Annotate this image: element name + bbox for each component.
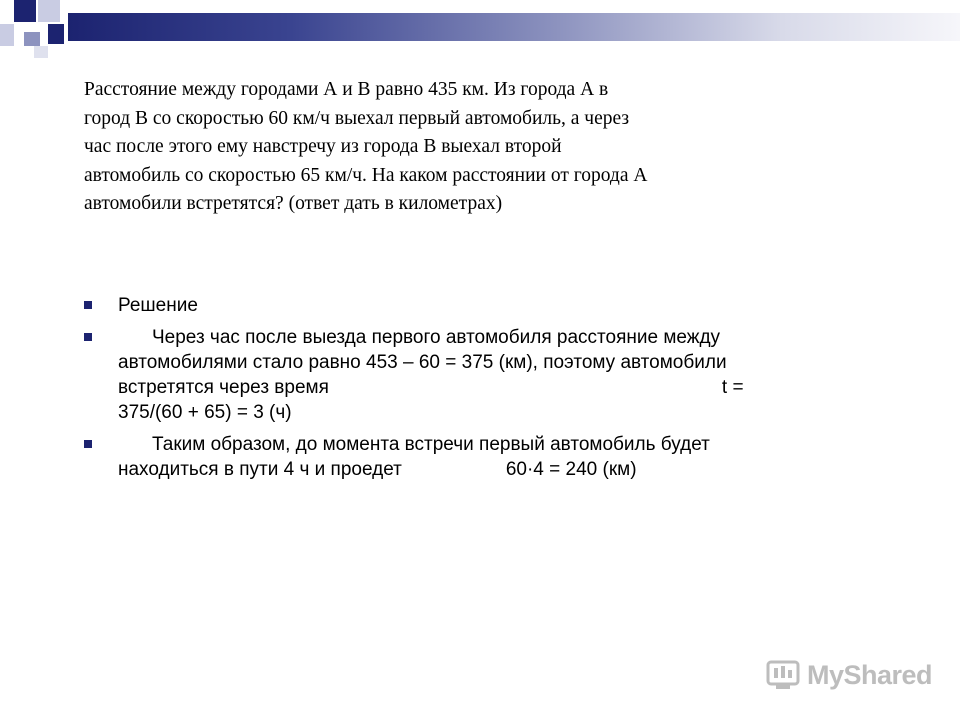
problem-line: город В со скоростью 60 км/ч выехал первый автомобиль, а через (84, 107, 630, 129)
problem-line: Расстояние между городами А и В равно 435 км. Из города А в (84, 79, 609, 100)
solution-step-1 (84, 325, 844, 425)
header-square-mid-1 (24, 32, 40, 46)
watermark-text: MyShared (807, 659, 933, 690)
mysharedlogo-icon (765, 657, 801, 693)
step1-formula-t: t = (721, 377, 744, 398)
step2-line1: Таким образом, до момента встречи первый автомобиль будет (152, 434, 710, 455)
watermark (765, 656, 932, 694)
solution-heading-item (84, 293, 844, 318)
problem-line: час после этого ему навстречу из города В выехал второй (84, 136, 562, 157)
header-square-dark-2 (48, 24, 64, 44)
problem-statement (84, 76, 814, 219)
solution-step-2 (84, 432, 844, 482)
header-square-light-3 (34, 46, 48, 58)
header-square-dark-1 (14, 0, 36, 22)
step1-line4: 375/(60 + 65) = 3 (ч) (118, 402, 292, 423)
step1-line2: автомобилями стало равно 453 – 60 = 375 (км), поэтому автомобили (118, 352, 727, 373)
square-bullet-icon (84, 440, 92, 448)
step2-line2-text: находиться в пути 4 ч и проедет (118, 459, 402, 480)
header-gradient-bar (68, 13, 960, 41)
step1-line1: Через час после выезда первого автомобиля расстояние между (152, 327, 721, 348)
solution-list (84, 293, 844, 489)
problem-line: автомобиль со скоростью 65 км/ч. На каком расстоянии от города А (84, 164, 648, 186)
step2-calc: 60·4 = 240 (км) (505, 459, 637, 480)
header-square-light-2 (0, 24, 14, 46)
square-bullet-icon (84, 301, 92, 309)
square-bullet-icon (84, 333, 92, 341)
solution-heading: Решение (118, 295, 198, 316)
header-square-light-1 (38, 0, 60, 22)
problem-line: автомобили встретятся? (ответ дать в километрах) (84, 193, 503, 214)
step1-line3-text: встретятся через время (118, 377, 329, 398)
